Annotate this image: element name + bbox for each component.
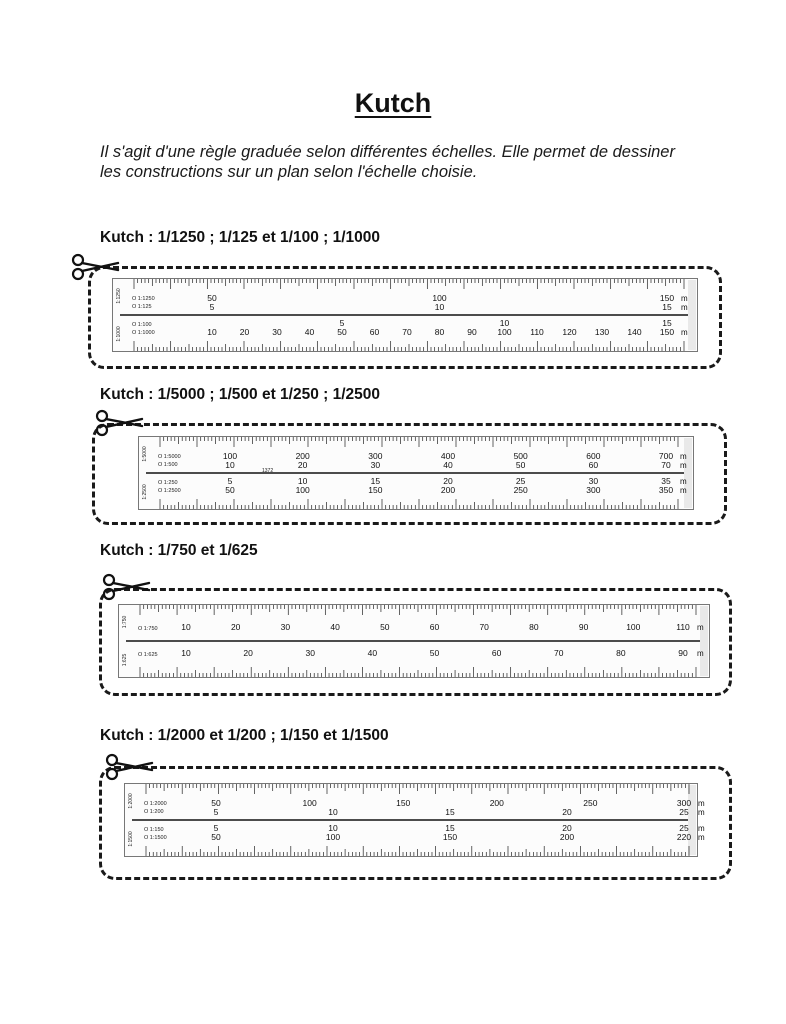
unit-label: m — [681, 294, 688, 303]
scale-number: 30 — [272, 327, 282, 337]
ruler-mark: 1372 — [262, 468, 274, 474]
unit-label: m — [681, 328, 688, 337]
row-scale-label: O 1:1000 — [132, 330, 155, 336]
scale-number: 10 — [207, 327, 217, 337]
scale-number: 20 — [243, 648, 253, 658]
scale-number: 60 — [491, 648, 502, 658]
scale-number: 5 — [339, 318, 345, 328]
scale-number: 10 — [328, 807, 338, 817]
unit-label: m — [680, 486, 687, 495]
scale-number: 200 — [440, 485, 456, 495]
scale-number: 60 — [369, 327, 380, 337]
row-scale-label: O 1:200 — [144, 809, 164, 815]
ruler-end-cap — [688, 280, 696, 350]
scale-number: 120 — [562, 327, 577, 337]
scale-number: 20 — [297, 460, 308, 470]
scale-number: 350 — [658, 485, 674, 495]
scale-number: 100 — [325, 832, 341, 842]
row-scale-label: O 1:1500 — [144, 835, 167, 841]
ruler-kutch-3 — [118, 604, 710, 678]
scale-number: 20 — [239, 327, 250, 337]
scale-number: 500 — [513, 451, 528, 461]
ruler-kutch-2 — [138, 436, 694, 510]
row-scale-label: O 1:1250 — [132, 296, 155, 302]
page-title: Kutch — [354, 88, 432, 118]
ruler-kutch-1 — [112, 278, 698, 352]
row-scale-label: O 1:2000 — [144, 801, 167, 807]
scale-number: 30 — [305, 648, 315, 658]
unit-label: m — [680, 477, 687, 486]
scale-number: 110 — [676, 622, 690, 632]
side-scale-label: 1:1250 — [116, 288, 122, 304]
unit-label: m — [697, 623, 704, 632]
section-title-kutch-1: Kutch : 1/1250 ; 1/125 et 1/100 ; 1/1000 — [100, 229, 381, 246]
scale-number: 300 — [586, 485, 601, 495]
row-scale-label: O 1:150 — [144, 827, 164, 833]
row-scale-label: O 1:2500 — [158, 488, 181, 494]
scale-number: 90 — [578, 622, 589, 632]
scale-number: 50 — [207, 293, 217, 303]
scale-number: 80 — [616, 648, 626, 658]
scale-number: 50 — [211, 832, 221, 842]
scale-number: 15 — [370, 476, 381, 486]
scale-number: 90 — [678, 648, 688, 658]
ruler-kutch-4 — [124, 783, 705, 857]
section-title-kutch-4: Kutch : 1/2000 et 1/200 ; 1/150 et 1/1500 — [100, 727, 389, 744]
scale-number: 700 — [658, 451, 674, 461]
scale-number: 15 — [445, 823, 455, 833]
section-title-kutch-2: Kutch : 1/5000 ; 1/500 et 1/250 ; 1/2500 — [100, 386, 381, 403]
scale-number: 130 — [594, 327, 610, 337]
scale-number: 15 — [662, 302, 672, 312]
section-title-kutch-3: Kutch : 1/750 et 1/625 — [100, 542, 258, 559]
scale-number: 80 — [434, 327, 445, 337]
row-scale-label: O 1:100 — [132, 322, 152, 328]
scale-number: 60 — [429, 622, 440, 632]
scale-number: 20 — [230, 622, 241, 632]
scale-number: 20 — [562, 823, 572, 833]
scale-number: 50 — [429, 648, 440, 658]
side-scale-label: 1:2500 — [142, 484, 148, 500]
scale-number: 400 — [440, 451, 456, 461]
scale-number: 35 — [661, 476, 671, 486]
scale-number: 10 — [181, 622, 191, 632]
intro-paragraph: Il s'agit d'une règle graduée selon différentes échelles. Elle permet de dessiner les constructions sur un plan selon l'échelle choisie. — [100, 143, 675, 181]
scale-number: 20 — [443, 476, 453, 486]
row-scale-label: O 1:750 — [138, 626, 158, 632]
scale-number: 50 — [225, 485, 235, 495]
ruler-end-cap — [700, 606, 708, 676]
unit-label: m — [698, 799, 705, 808]
scale-number: 10 — [434, 302, 445, 312]
side-scale-label: 1:5000 — [142, 446, 148, 462]
scale-number: 150 — [396, 798, 411, 808]
scale-number: 70 — [479, 622, 489, 632]
unit-label: m — [698, 808, 705, 817]
scale-number: 100 — [222, 451, 238, 461]
scale-number: 110 — [530, 327, 544, 337]
scale-number: 220 — [676, 832, 692, 842]
scale-number: 5 — [213, 823, 219, 833]
scale-number: 150 — [659, 327, 675, 337]
scale-number: 50 — [211, 798, 221, 808]
unit-label: m — [698, 824, 705, 833]
scale-number: 50 — [380, 622, 390, 632]
scale-number: 250 — [513, 485, 528, 495]
scale-number: 30 — [370, 460, 381, 470]
scale-number: 25 — [679, 807, 689, 817]
scale-number: 25 — [515, 476, 526, 486]
scale-number: 100 — [497, 327, 512, 337]
scale-number: 70 — [554, 648, 564, 658]
scale-number: 100 — [432, 293, 447, 303]
scissors-icon — [101, 572, 153, 602]
scale-number: 25 — [679, 823, 689, 833]
side-scale-label: 1:2000 — [128, 793, 134, 809]
scale-number: 50 — [337, 327, 347, 337]
ruler-end-cap — [684, 438, 692, 508]
scale-number: 150 — [368, 485, 383, 495]
scale-number: 10 — [499, 318, 510, 328]
scale-number: 90 — [467, 327, 477, 337]
scale-number: 5 — [213, 807, 219, 817]
scale-number: 100 — [302, 798, 317, 808]
scale-number: 200 — [295, 451, 310, 461]
scale-number: 5 — [227, 476, 233, 486]
scale-number: 80 — [529, 622, 539, 632]
scale-number: 200 — [559, 832, 575, 842]
scale-number: 50 — [515, 460, 526, 470]
scale-number: 150 — [659, 293, 675, 303]
scale-number: 10 — [181, 648, 191, 658]
scale-number: 100 — [295, 485, 310, 495]
side-scale-label: 1:1500 — [128, 831, 134, 847]
scale-number: 70 — [661, 460, 671, 470]
scale-number: 70 — [402, 327, 412, 337]
scale-number: 250 — [583, 798, 598, 808]
scale-number: 15 — [662, 318, 672, 328]
scale-number: 300 — [676, 798, 692, 808]
scissors-icon — [104, 752, 156, 782]
row-scale-label: O 1:625 — [138, 652, 158, 658]
scale-number: 10 — [297, 476, 308, 486]
scale-number: 20 — [562, 807, 572, 817]
unit-label: m — [680, 461, 687, 470]
scale-number: 10 — [225, 460, 235, 470]
scale-number: 15 — [445, 807, 455, 817]
scale-number: 40 — [330, 622, 340, 632]
scale-number: 140 — [627, 327, 642, 337]
side-scale-label: 1:1000 — [116, 326, 122, 342]
scale-number: 40 — [304, 327, 315, 337]
row-scale-label: O 1:5000 — [158, 454, 181, 460]
side-scale-label: 1:625 — [122, 653, 128, 667]
unit-label: m — [680, 452, 687, 461]
scale-number: 40 — [367, 648, 378, 658]
scale-number: 200 — [489, 798, 504, 808]
unit-label: m — [698, 833, 705, 842]
scale-number: 5 — [209, 302, 215, 312]
unit-label: m — [697, 649, 704, 658]
side-scale-label: 1:750 — [122, 615, 128, 629]
scale-number: 100 — [626, 622, 641, 632]
scissors-icon — [94, 408, 146, 438]
scale-number: 60 — [588, 460, 599, 470]
scale-number: 150 — [442, 832, 458, 842]
scale-number: 30 — [588, 476, 599, 486]
scale-number: 10 — [328, 823, 338, 833]
ruler-end-cap — [688, 785, 696, 855]
scale-number: 600 — [586, 451, 601, 461]
scale-number: 30 — [280, 622, 291, 632]
row-scale-label: O 1:250 — [158, 480, 178, 486]
row-scale-label: O 1:500 — [158, 462, 178, 468]
unit-label: m — [681, 303, 688, 312]
row-scale-label: O 1:125 — [132, 304, 152, 310]
scale-number: 40 — [443, 460, 453, 470]
scale-number: 300 — [368, 451, 383, 461]
